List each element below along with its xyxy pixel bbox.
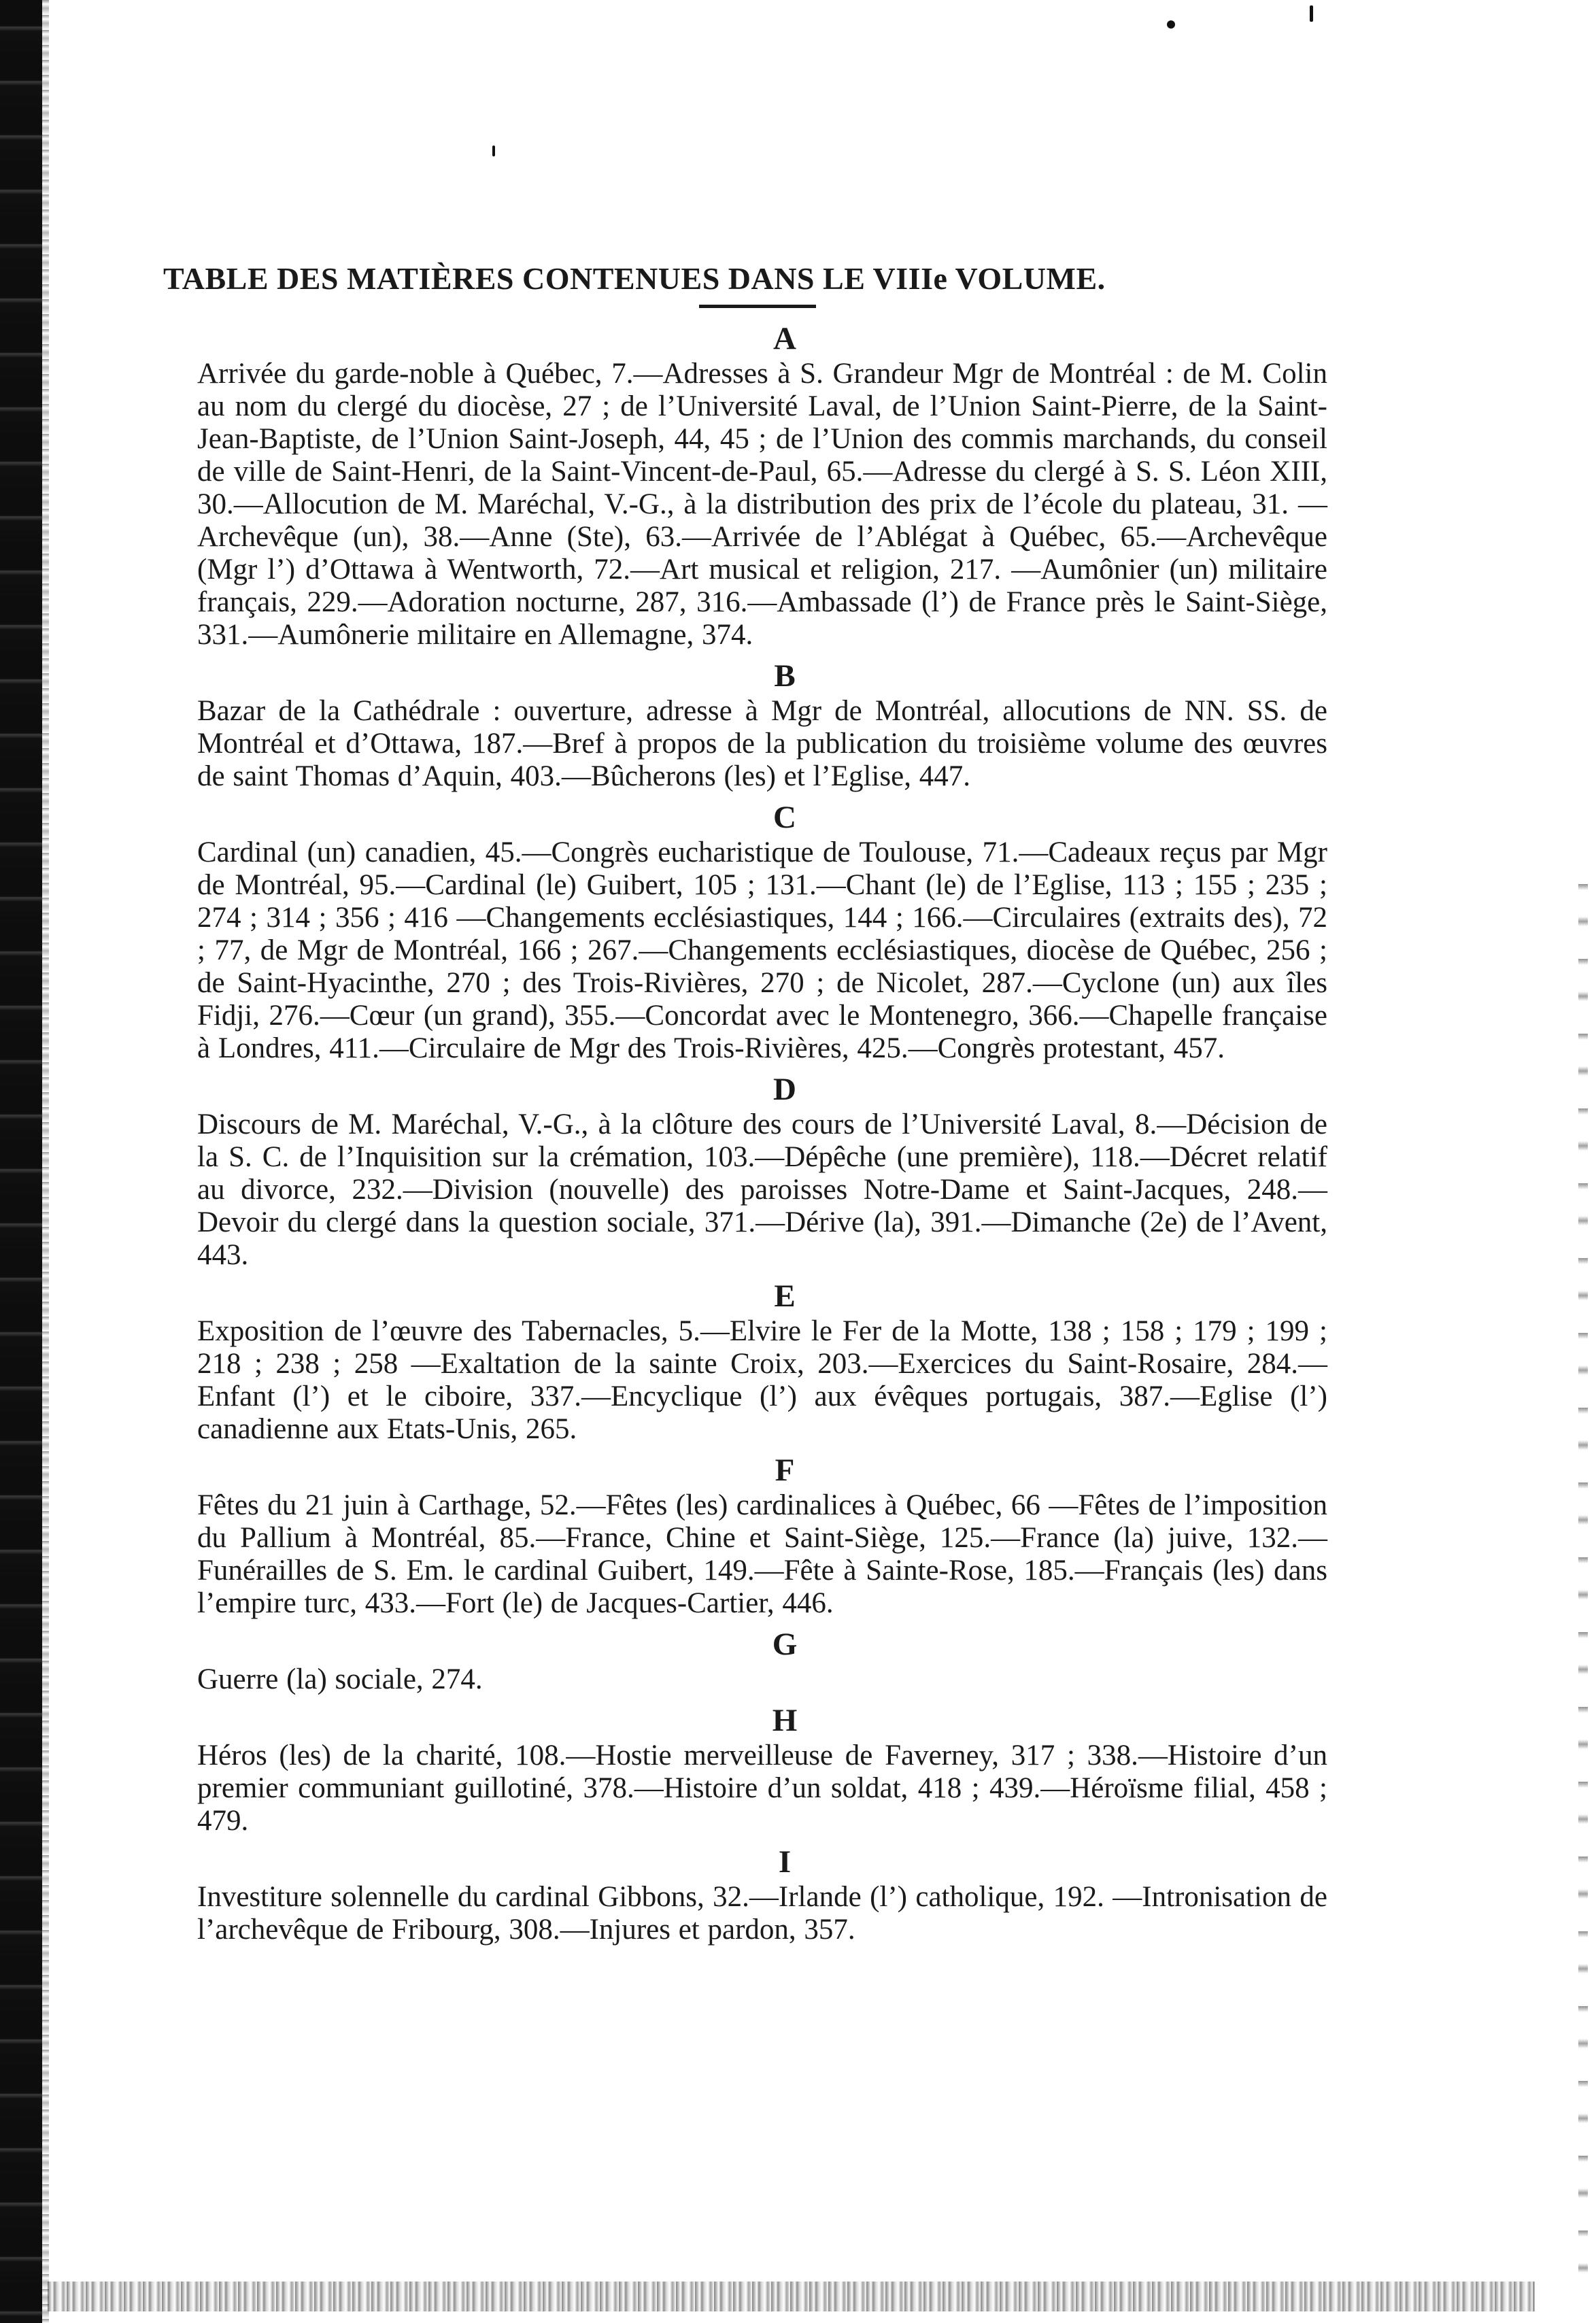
binding-edge [0, 0, 42, 2323]
index-section-b [197, 657, 1327, 793]
index-content [197, 320, 1327, 1952]
section-entries: Héros (les) de la charité, 108.—Hostie merveilleuse de Faverney, 317 ; 338.—Histoire d’un premier communiant guillotiné, 378.—Histoire d’un soldat, 418 ; 439.—Héroïsme filial, 458 ; 479. [197, 1740, 1327, 1837]
index-section-e [197, 1277, 1327, 1446]
index-section-a [197, 320, 1327, 651]
ink-speck [1167, 20, 1175, 29]
scan-edge-noise [1578, 884, 1588, 2278]
index-section-i [197, 1843, 1327, 1946]
section-entries: Guerre (la) sociale, 274. [197, 1663, 483, 1695]
index-section-h [197, 1701, 1327, 1837]
section-entries: Arrivée du garde-noble à Québec, 7.—Adresses à S. Grandeur Mgr de Montréal : de M. Colin au nom du clergé du diocèse, 27 ; de l’Université Laval, de l’Union Saint-Pierre, de la Saint-Jean-Baptiste, de l’Union Saint-Joseph, 44, 45 ; de l’Union des commis marchands, du conseil de ville de Saint-Henri, de la Saint-Vincent-de-Paul, 65.—Adresse du clergé à S. S. Léon XIII, 30.—Allocution de M. Maréchal, V.-G., à la distribution des prix de l’école du plateau, 31. —Archevêque (un), 38.—Anne (Ste), 63.—Arrivée de l’Ablégat à Québec, 65.—Archevêque (Mgr l’) d’Ottawa à Wentworth, 72.—Art musical et religion, 217. —Aumônier (un) militaire français, 229.—Adoration nocturne, 287, 316.—Ambassade (l’) de France près le Saint-Siège, 331.—Aumônerie militaire en Allemagne, 374. [197, 358, 1327, 651]
section-entries: Fêtes du 21 juin à Carthage, 52.—Fêtes (les) cardinalices à Québec, 66 —Fêtes de l’imposition du Pallium à Montréal, 85.—France, Chine et Saint-Siège, 125.—France (la) juive, 132.—Funérailles de S. Em. le cardinal Guibert, 149.—Fête à Sainte-Rose, 185.—Français (les) dans l’empire turc, 433.—Fort (le) de Jacques-Cartier, 446. [197, 1489, 1327, 1619]
section-letter: G [772, 1627, 798, 1662]
section-letter: H [772, 1703, 798, 1738]
section-letter: A [773, 321, 796, 356]
section-entries: Bazar de la Cathédrale : ouverture, adresse à Mgr de Montréal, allocutions de NN. SS. de Montréal et d’Ottawa, 187.—Bref à propos de la publication du troisième volume des œuvres de saint Thomas d’Aquin, 403.—Bûcherons (les) et l’Eglise, 447. [197, 695, 1327, 792]
section-letter: F [775, 1453, 795, 1488]
ink-speck [492, 146, 495, 156]
section-letter: E [774, 1278, 796, 1314]
index-section-f [197, 1451, 1327, 1620]
scan-bottom-noise [48, 2282, 1535, 2311]
index-section-d [197, 1070, 1327, 1272]
section-entries: Cardinal (un) canadien, 45.—Congrès eucharistique de Toulouse, 71.—Cadeaux reçus par Mgr de Montréal, 95.—Cardinal (le) Guibert, 105 ; 131.—Chant (le) de l’Eglise, 113 ; 155 ; 235 ; 274 ; 314 ; 356 ; 416 —Changements ecclésiastiques, 144 ; 166.—Circulaires (extraits des), 72 ; 77, de Mgr de Montréal, 166 ; 267.—Changements ecclésiastiques, diocèse de Québec, 256 ; de Saint-Hyacinthe, 270 ; des Trois-Rivières, 270 ; de Nicolet, 287.—Cyclone (un) aux îles Fidji, 276.—Cœur (un grand), 355.—Concordat avec le Montenegro, 366.—Chapelle française à Londres, 411.—Circulaire de Mgr des Trois-Rivières, 425.—Congrès protestant, 457. [197, 836, 1327, 1064]
index-section-g [197, 1625, 1327, 1696]
section-entries: Investiture solennelle du cardinal Gibbons, 32.—Irlande (l’) catholique, 192. —Intronisation de l’archevêque de Fribourg, 308.—Injures et pardon, 357. [197, 1881, 1327, 1946]
ink-speck [1310, 5, 1313, 22]
section-letter: D [773, 1072, 796, 1107]
section-entries: Exposition de l’œuvre des Tabernacles, 5.—Elvire le Fer de la Motte, 138 ; 158 ; 179 ; 199 ; 218 ; 238 ; 258 —Exaltation de la sainte Croix, 203.—Exercices du Saint-Rosaire, 284.—Enfant (l’) et le ciboire, 337.—Encyclique (l’) aux évêques portugais, 387.—Eglise (l’) canadienne aux Etats-Unis, 265. [197, 1315, 1327, 1445]
section-letter: B [774, 658, 796, 694]
section-entries: Discours de M. Maréchal, V.-G., à la clôture des cours de l’Université Laval, 8.—Décision de la S. C. de l’Inquisition sur la crémation, 103.—Dépêche (une première), 118.—Décret relatif au divorce, 232.—Division (nouvelle) des paroisses Notre-Dame et Saint-Jacques, 248.—Devoir du clergé dans la question sociale, 371.—Dérive (la), 391.—Dimanche (2e) de l’Avent, 443. [197, 1108, 1327, 1271]
title-rule [699, 305, 816, 308]
index-section-c [197, 798, 1327, 1065]
page-title: TABLE DES MATIÈRES CONTENUES DANS LE VIIIe VOLUME. [163, 260, 1106, 296]
section-letter: C [773, 800, 796, 835]
section-letter: I [778, 1844, 792, 1880]
